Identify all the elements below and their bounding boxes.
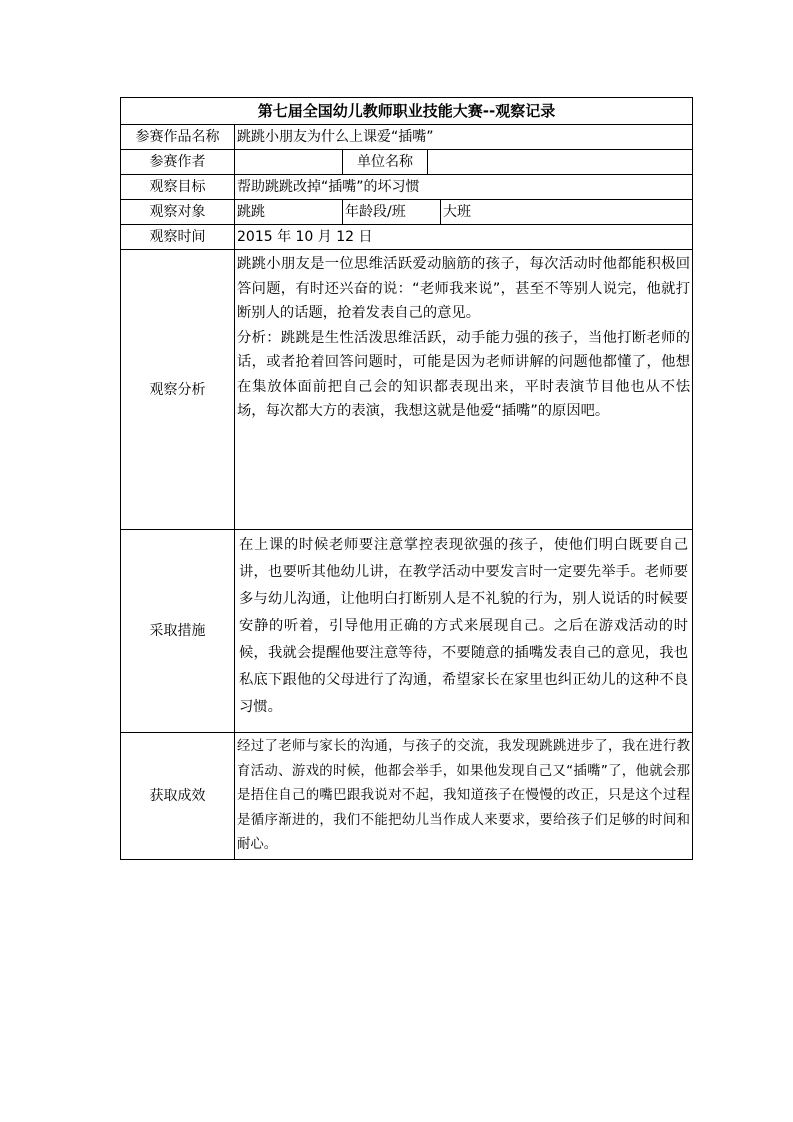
entry-name-value: 跳跳小朋友为什么上课爱“插嘴”	[235, 125, 693, 150]
time-value: 2015 年 10 月 12 日	[235, 225, 693, 250]
time-row	[121, 225, 693, 250]
entry-name-row	[121, 125, 693, 150]
goal-row	[121, 175, 693, 200]
page-title: 第七届全国幼儿教师职业技能大赛--观察记录	[121, 98, 693, 125]
measures-content: 在上课的时候老师要注意掌控表现欲强的孩子，使他们明白既要自己讲，也要听其他幼儿讲，在教学活动中要发言时一定要先举手。老师要多与幼儿沟通，让他明白打断别人是不礼貌的行为，别人说话的时候要安静的听着，引导他用正确的方式来展现自己。之后在游戏活动的时候，我就会提醒他要注意等待，不要随意的插嘴发表自己的意见，我也私底下跟他的父母进行了沟通，希望家长在家里也纠正幼儿的这种不良习惯。	[235, 530, 693, 733]
analysis-paragraph-1: 跳跳小朋友是一位思维活跃爱动脑筋的孩子，每次活动时他都能积极回答问题，有时还兴奋的说：“老师我来说”，甚至不等别人说完，他就打断别人的话题，抢着发表自己的意见。	[237, 256, 691, 321]
observation-record-table	[120, 97, 693, 860]
results-row	[121, 733, 693, 860]
analysis-content	[235, 250, 693, 530]
age-group-label: 年龄段/班	[343, 200, 441, 225]
author-label: 参赛作者	[121, 150, 235, 175]
goal-value: 帮助跳跳改掉“插嘴”的坏习惯	[235, 175, 693, 200]
unit-name-value	[428, 150, 693, 175]
age-group-value: 大班	[441, 200, 693, 225]
measures-row	[121, 530, 693, 733]
author-value	[235, 150, 343, 175]
analysis-label: 观察分析	[121, 250, 235, 530]
analysis-paragraph-2: 分析：跳跳是生性活泼思维活跃，动手能力强的孩子，当他打断老师的话，或者抢着回答问题时，可能是因为老师讲解的问题他都懂了，他想在集放体面前把自己会的知识都表现出来，平时表演节目他也从不怯场，每次都大方的表演，我想这就是他爱“插嘴”的原因吧。	[237, 329, 691, 419]
goal-label: 观察目标	[121, 175, 235, 200]
author-row	[121, 150, 693, 175]
subject-label: 观察对象	[121, 200, 235, 225]
results-label: 获取成效	[121, 733, 235, 860]
subject-row	[121, 200, 693, 225]
title-row	[121, 98, 693, 125]
entry-name-label: 参赛作品名称	[121, 125, 235, 150]
subject-value: 跳跳	[235, 200, 343, 225]
unit-name-label: 单位名称	[343, 150, 428, 175]
measures-label: 采取措施	[121, 530, 235, 733]
time-label: 观察时间	[121, 225, 235, 250]
results-content: 经过了老师与家长的沟通，与孩子的交流，我发现跳跳进步了，我在进行教育活动、游戏的时候，他都会举手，如果他发现自己又“插嘴”了，他就会那是捂住自己的嘴巴跟我说对不起，我知道孩子在慢慢的改正，只是这个过程是循序渐进的，我们不能把幼儿当作成人来要求，要给孩子们足够的时间和耐心。	[235, 733, 693, 860]
analysis-row	[121, 250, 693, 530]
